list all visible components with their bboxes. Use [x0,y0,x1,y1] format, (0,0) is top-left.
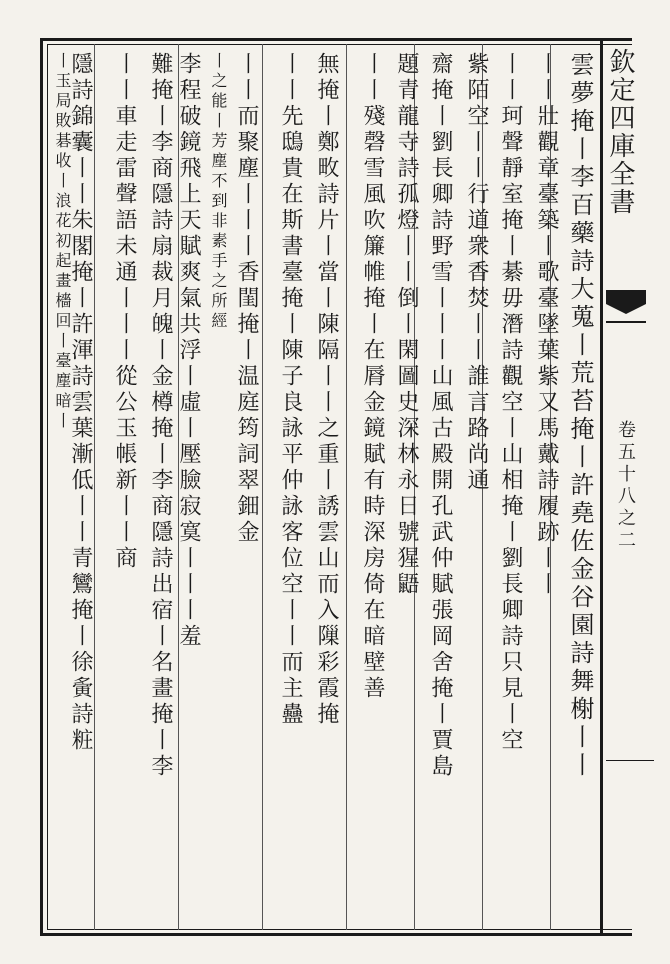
margin-title: 欽定四庫全書 [605,48,635,216]
text-column-6: 題青龍寺詩孤燈丨丨倒丨閑圖史深林永日號猩鼯 [394,52,419,598]
text-column-4: 紫陌空丨丨行道衆香焚丨丨誰言路尚通 [464,52,489,494]
text-column-14: 丨丨車走雷聲語未通丨丨丨從公玉帳新丨丨商 [112,52,137,572]
text-column-8: 無掩丨鄭畋詩片丨當丨陳隔丨丨之重丨誘雲山而入隟彩霞掩 [314,52,339,728]
text-column-9: 丨丨先鴟貴在斯書臺掩丨陳子良詠平仲詠客位空丨丨而主蠱 [278,52,303,728]
margin-divider [606,760,654,761]
text-column-7: 丨丨殘磬雪風吹簾帷掩丨在脣金鏡賦有時深房倚在暗壁善 [360,52,385,702]
text-column-1: 雲夢掩丨李百藥詩大蒐丨荒苔掩丨許堯佐金谷園詩舞榭丨丨 [566,52,594,780]
text-column-10: 丨丨而聚塵丨丨丨香閨掩丨温庭筠詞翠鈿金 [234,52,259,546]
text-column-2: 丨丨壯觀章臺築丨歌臺墜葉紫又馬戴詩履跡丨丨 [534,52,559,598]
text-column-12: 丨之能丨芳塵不到非素手之所經 [209,52,228,332]
text-column-11: 李程破鏡飛上天賦爽氣共浮丨虛丨壓臉寂寞丨丨丨羞 [176,52,201,650]
column-rule [346,44,347,930]
text-column-16: 丨玉局敗碁收丨浪花初起畫檣回丨臺塵暗丨 [53,52,72,432]
text-column-13: 難掩丨李商隱詩扇裁月魄丨金樽掩丨李商隱詩出宿丨名畫掩丨李 [148,52,173,780]
text-column-5: 齋掩丨劉長卿詩野雪丨丨丨山風古殿開孔武仲賦張岡舍掩丨賈島 [428,52,453,780]
text-column-3: 丨丨珂聲靜室掩丨綦毋潛詩觀空丨山相掩丨劉長卿詩只見丨空 [498,52,523,754]
margin-juan-number: 卷五十八之二 [615,420,636,552]
text-column-15: 隱詩錦囊丨丨朱閣掩丨許渾詩雲葉漸低丨丨青鸞掩丨徐夤詩粧 [68,52,93,754]
fish-tail-mark-icon [606,290,646,330]
margin-rule [600,38,603,936]
